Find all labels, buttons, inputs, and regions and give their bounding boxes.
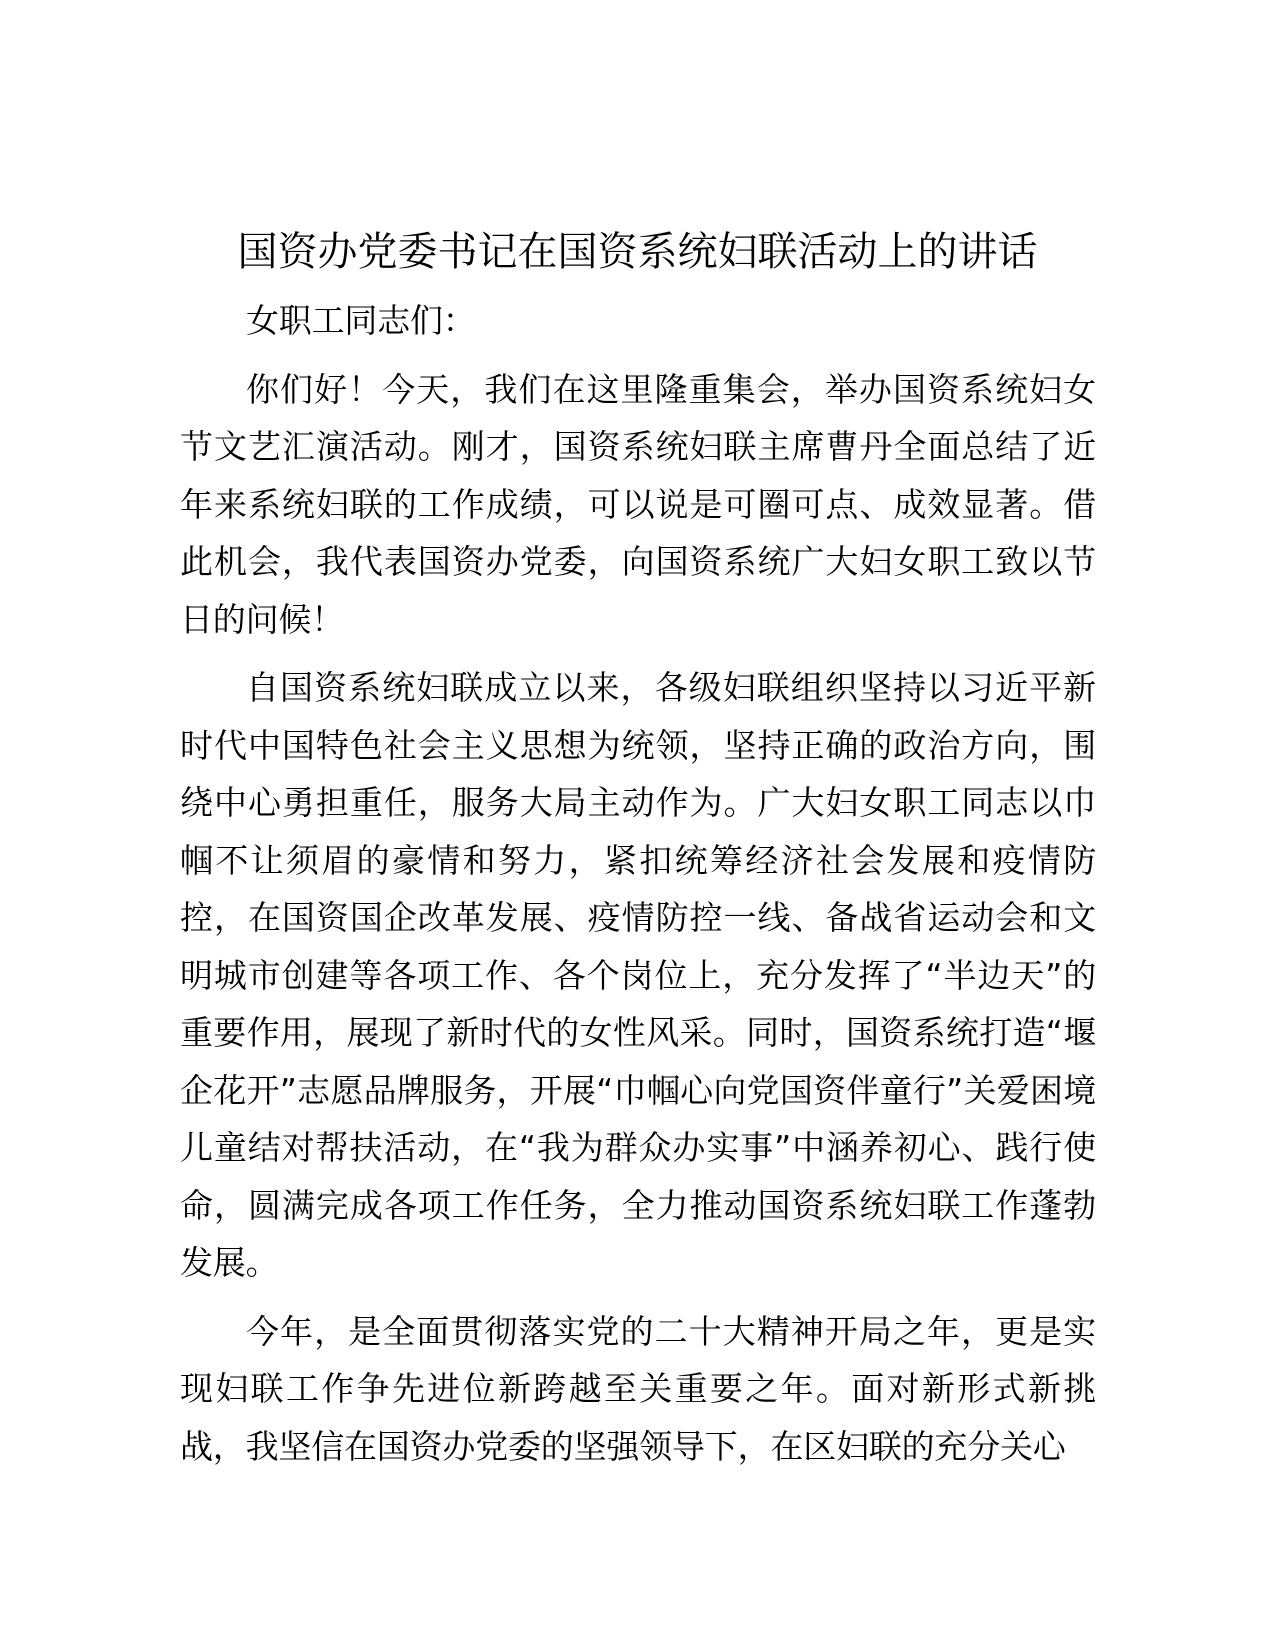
achievements-paragraph: 自国资系统妇联成立以来，各级妇联组织坚持以习近平新时代中国特色社会主义思想为统领，坚持正确的政治方向，围绕中心勇担重任，服务大局主动作为。广大妇女职工同志以巾帼不让须眉的豪情和努力，紧扣统筹经济社会发展和疫情防控，在国资国企改革发展、疫情防控一线、备战省运动会和文明城市创建等各项工作、各个岗位上，充分发挥了“半边天”的重要作用，展现了新时代的女性风采。同时，国资系统打造“堰企花开”志愿品牌服务，开展“巾帼心向党国资伴童行”关爱困境儿童结对帮扶活动，在“我为群众办实事”中涵养初心、践行使命，圆满完成各项工作任务，全力推动国资系统妇联工作蓬勃发展。 [180, 668, 1096, 1282]
salutation-paragraph: 女职工同志们： [246, 301, 476, 340]
document-body [180, 292, 1096, 1475]
greeting-paragraph: 你们好！今天，我们在这里隆重集会，举办国资系统妇女节文艺汇演活动。刚才，国资系统妇联主席曹丹全面总结了近年来系统妇联的工作成绩，可以说是可圈可点、成效显著。借此机会，我代表国资办党委，向国资系统广大妇女职工致以节日的问候！ [180, 369, 1096, 639]
document-title: 国资办党委书记在国资系统妇联活动上的讲话 [237, 229, 1038, 275]
this-year-paragraph: 今年，是全面贯彻落实党的二十大精神开局之年，更是实现妇联工作争先进位新跨越至关重要之年。面对新形式新挑战，我坚信在国资办党委的坚强领导下，在区妇联的充分关心 [180, 1311, 1096, 1466]
